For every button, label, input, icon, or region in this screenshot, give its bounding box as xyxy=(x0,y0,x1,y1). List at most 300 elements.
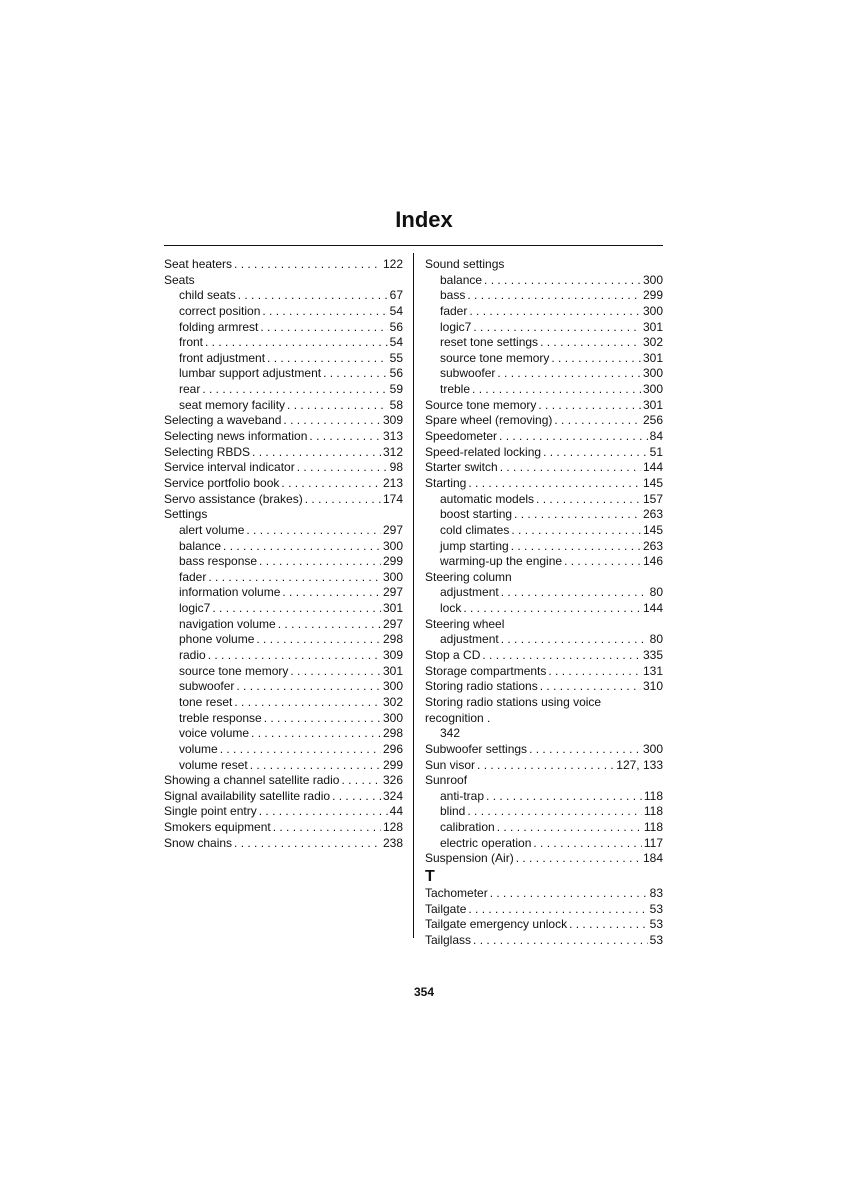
dot-leader xyxy=(264,711,381,727)
index-entry xyxy=(164,648,403,664)
index-entry-label: rear xyxy=(179,382,201,397)
index-entry xyxy=(425,820,663,836)
index-entry-page: 117 xyxy=(643,835,663,850)
index-entry-label: Source tone memory xyxy=(425,397,537,412)
dot-leader xyxy=(490,886,648,902)
index-entry-label: subwoofer xyxy=(179,679,235,694)
index-entry-page: 302 xyxy=(382,694,403,709)
index-entry-page: 157 xyxy=(642,491,663,506)
index-entry xyxy=(425,304,663,320)
index-entry-page: 53 xyxy=(649,917,663,932)
index-entry xyxy=(164,632,403,648)
dot-leader xyxy=(234,695,381,711)
index-entry-label: treble xyxy=(440,382,471,397)
index-entry-label: lock xyxy=(440,601,462,616)
index-entry-label: Sound settings xyxy=(425,257,505,271)
index-entry-label: child seats xyxy=(179,288,236,303)
index-entry-label: balance xyxy=(179,538,222,553)
index-entry-label: seat memory facility xyxy=(179,397,286,412)
dot-leader xyxy=(267,351,388,367)
index-entry-label: Seat heaters xyxy=(164,257,233,271)
index-entry xyxy=(425,523,663,539)
index-entry-label: Selecting news information xyxy=(164,429,308,444)
index-entry-page: 299 xyxy=(382,757,403,772)
index-entry-label: Speedometer xyxy=(425,429,498,444)
index-entry-page: 301 xyxy=(642,397,663,412)
index-entry-label: volume reset xyxy=(179,757,248,772)
dot-leader xyxy=(251,726,381,742)
index-entry xyxy=(164,382,403,398)
index-entry-label: Selecting a waveband xyxy=(164,413,282,428)
index-entry-label: Tachometer xyxy=(425,886,488,901)
index-entry xyxy=(425,851,663,867)
index-entry-label: phone volume xyxy=(179,632,255,647)
index-entry-page: 300 xyxy=(382,679,403,694)
dot-leader xyxy=(223,539,381,555)
index-entry-page: 98 xyxy=(389,460,403,475)
index-entry-label: Steering wheel xyxy=(425,616,505,631)
index-entry-label: blind xyxy=(440,804,466,819)
index-entry-page: 118 xyxy=(643,804,663,819)
index-entry xyxy=(425,398,663,414)
dot-leader xyxy=(208,570,381,586)
index-entry-label: automatic models xyxy=(440,491,535,506)
index-entry-page: 302 xyxy=(642,335,663,350)
index-entry xyxy=(164,273,403,289)
index-right-column xyxy=(425,257,663,949)
dot-leader xyxy=(252,445,381,461)
index-entry xyxy=(164,320,403,336)
dot-leader xyxy=(234,836,381,852)
dot-leader xyxy=(548,664,641,680)
index-entry xyxy=(425,460,663,476)
index-entry xyxy=(164,789,403,805)
dot-leader xyxy=(484,273,641,289)
dot-leader xyxy=(246,523,381,539)
index-entry-label: warming-up the engine xyxy=(440,554,563,569)
index-entry xyxy=(164,288,403,304)
dot-leader xyxy=(500,460,641,476)
index-entry xyxy=(425,902,663,918)
index-entry-label: adjustment xyxy=(440,632,499,647)
dot-leader xyxy=(220,742,381,758)
dot-leader xyxy=(529,742,641,758)
dot-leader xyxy=(499,429,648,445)
dot-leader xyxy=(463,601,641,617)
dot-leader xyxy=(511,523,641,539)
dot-leader xyxy=(536,492,641,508)
index-entry-page: 312 xyxy=(382,444,403,459)
index-entry xyxy=(164,335,403,351)
index-entry-label: Starter switch xyxy=(425,460,498,475)
dot-leader xyxy=(259,554,381,570)
index-entry-page: 56 xyxy=(389,366,403,381)
dot-leader xyxy=(473,320,641,336)
index-entry-label: logic7 xyxy=(440,319,472,334)
index-entry-page: 131 xyxy=(642,663,663,678)
index-entry-page: 53 xyxy=(649,901,663,916)
index-entry-label: Sun visor xyxy=(425,757,476,772)
index-entry-label: Spare wheel (removing) xyxy=(425,413,553,428)
index-entry-label: treble response xyxy=(179,710,262,725)
index-entry xyxy=(164,257,403,273)
dot-leader xyxy=(250,758,381,774)
index-entry-label: Starting xyxy=(425,475,467,490)
index-entry xyxy=(425,413,663,429)
dot-leader xyxy=(273,820,381,836)
index-entry-label: subwoofer xyxy=(440,366,496,381)
index-entry-page: 326 xyxy=(382,773,403,788)
index-entry-page: 174 xyxy=(382,491,403,506)
index-entry xyxy=(425,570,663,586)
index-entry-page: 213 xyxy=(382,475,403,490)
index-entry xyxy=(164,820,403,836)
index-entry-label: Speed-related locking xyxy=(425,444,542,459)
index-entry-label: Seats xyxy=(164,272,195,287)
index-entry-page: 67 xyxy=(389,288,403,303)
index-entry xyxy=(425,773,663,789)
dot-leader xyxy=(208,648,381,664)
index-entry-page: 118 xyxy=(643,820,663,835)
dot-leader xyxy=(341,773,381,789)
index-entry-page: 324 xyxy=(382,788,403,803)
index-entry-page: 127, 133 xyxy=(616,757,663,772)
index-entry xyxy=(164,773,403,789)
title-rule xyxy=(164,245,663,246)
dot-leader xyxy=(543,445,648,461)
dot-leader xyxy=(564,554,641,570)
index-entry xyxy=(425,320,663,336)
index-entry xyxy=(425,617,663,633)
index-entry xyxy=(164,539,403,555)
index-entry-page: 309 xyxy=(382,413,403,428)
index-entry-label: cold climates xyxy=(440,522,510,537)
index-entry-page: 299 xyxy=(642,288,663,303)
index-entry-label: Settings xyxy=(164,507,208,522)
index-entry-page: 297 xyxy=(382,585,403,600)
index-entry-label: source tone memory xyxy=(440,350,550,365)
dot-leader xyxy=(297,460,388,476)
index-entry xyxy=(425,758,663,774)
index-entry-label: anti-trap xyxy=(440,788,485,803)
index-entry xyxy=(425,585,663,601)
index-entry-page: 263 xyxy=(642,507,663,522)
index-section-letter: T xyxy=(425,868,435,886)
index-entry-page: 56 xyxy=(389,319,403,334)
dot-leader xyxy=(533,836,641,852)
dot-leader xyxy=(540,679,641,695)
index-entry xyxy=(164,758,403,774)
index-entry-label: Service portfolio book xyxy=(164,475,280,490)
index-entry xyxy=(425,836,663,852)
index-entry-label: boost starting xyxy=(440,507,513,522)
index-entry xyxy=(425,273,663,289)
index-entry-page: 296 xyxy=(382,741,403,756)
index-entry xyxy=(164,679,403,695)
index-entry-page: 44 xyxy=(389,804,403,819)
index-entry xyxy=(425,664,663,680)
index-entry xyxy=(425,917,663,933)
index-entry xyxy=(425,366,663,382)
index-entry xyxy=(164,507,403,523)
index-entry-label: balance xyxy=(440,272,483,287)
index-entry-label: lumbar support adjustment xyxy=(179,366,322,381)
index-entry-label: Tailgate emergency unlock xyxy=(425,917,568,932)
dot-leader xyxy=(287,398,388,414)
index-entry xyxy=(425,492,663,508)
index-entry-label: electric operation xyxy=(440,835,532,850)
dot-leader xyxy=(511,539,641,555)
index-entry-page: 301 xyxy=(382,663,403,678)
index-entry xyxy=(164,398,403,414)
index-entry xyxy=(425,648,663,664)
index-entry xyxy=(425,382,663,398)
index-entry-label: Suspension (Air) xyxy=(425,851,514,866)
index-entry xyxy=(164,523,403,539)
index-entry-page: 145 xyxy=(642,522,663,537)
index-entry-page: 80 xyxy=(649,632,663,647)
index-entry xyxy=(425,539,663,555)
index-entry-label: Tailglass xyxy=(425,932,472,947)
index-entry xyxy=(164,601,403,617)
index-entry-page: 144 xyxy=(642,601,663,616)
dot-leader xyxy=(497,366,641,382)
index-entry xyxy=(425,554,663,570)
index-entry-label: volume xyxy=(179,741,218,756)
dot-leader xyxy=(212,601,381,617)
index-entry-label: reset tone settings xyxy=(440,335,539,350)
index-entry-label: tone reset xyxy=(179,694,233,709)
index-entry xyxy=(425,507,663,523)
index-entry-label: source tone memory xyxy=(179,663,289,678)
index-entry xyxy=(164,492,403,508)
index-entry-page: 300 xyxy=(642,382,663,397)
index-entry xyxy=(164,804,403,820)
index-entry xyxy=(164,726,403,742)
dot-leader xyxy=(467,288,641,304)
index-entry-page: 301 xyxy=(642,350,663,365)
index-entry-label: Storage compartments xyxy=(425,663,547,678)
index-entry-label: Service interval indicator xyxy=(164,460,295,475)
index-entry-page: 297 xyxy=(382,616,403,631)
page-title: Index xyxy=(395,207,453,232)
dot-leader xyxy=(256,632,381,648)
dot-leader xyxy=(501,632,648,648)
index-entry-page: 58 xyxy=(389,397,403,412)
index-entry-label: fader xyxy=(440,303,468,318)
dot-leader xyxy=(259,804,388,820)
index-entry-page: 51 xyxy=(649,444,663,459)
index-left-column xyxy=(164,257,403,851)
index-entry-page: 54 xyxy=(389,335,403,350)
index-entry-label: front xyxy=(179,335,204,350)
index-entry-label: Stop a CD xyxy=(425,648,481,663)
dot-leader xyxy=(238,288,388,304)
dot-leader xyxy=(472,382,641,398)
index-entry-page: 145 xyxy=(642,475,663,490)
index-entry xyxy=(425,476,663,492)
index-entry xyxy=(425,804,663,820)
index-entry-label: alert volume xyxy=(179,522,245,537)
index-entry-page: 301 xyxy=(642,319,663,334)
index-entry-page: 297 xyxy=(382,522,403,537)
index-entry-label: Smokers equipment xyxy=(164,820,271,835)
index-entry xyxy=(425,429,663,445)
index-entry xyxy=(164,585,403,601)
index-entry-page: 309 xyxy=(382,648,403,663)
index-entry-label: calibration xyxy=(440,820,495,835)
index-entry-page: 301 xyxy=(382,601,403,616)
index-entry xyxy=(164,664,403,680)
dot-leader xyxy=(332,789,381,805)
index-entry-label: Servo assistance (brakes) xyxy=(164,491,303,506)
index-entry xyxy=(425,632,663,648)
dot-leader xyxy=(468,902,647,918)
index-entry-page: 300 xyxy=(642,741,663,756)
index-entry-label: Showing a channel satellite radio xyxy=(164,773,340,788)
dot-leader xyxy=(281,476,381,492)
index-entry-page: 263 xyxy=(642,538,663,553)
index-entry xyxy=(425,288,663,304)
index-entry-page: 128 xyxy=(382,820,403,835)
index-entry xyxy=(425,257,663,273)
dot-leader xyxy=(290,664,381,680)
index-entry-label: Tailgate xyxy=(425,901,467,916)
dot-leader xyxy=(551,351,641,367)
index-entry-page: 122 xyxy=(382,257,403,271)
dot-leader xyxy=(540,335,641,351)
dot-leader xyxy=(202,382,387,398)
dot-leader xyxy=(205,335,388,351)
index-entry-page: 144 xyxy=(642,460,663,475)
dot-leader xyxy=(309,429,381,445)
dot-leader xyxy=(501,585,648,601)
index-entry-page: 300 xyxy=(642,272,663,287)
index-entry-label: Storing radio stations using voice recognition . xyxy=(425,694,602,725)
index-entry xyxy=(425,789,663,805)
dot-leader xyxy=(283,413,381,429)
index-entry-page: 184 xyxy=(642,851,663,866)
index-entry-page: 54 xyxy=(389,303,403,318)
index-entry-page: 342 xyxy=(440,726,461,741)
index-entry xyxy=(425,695,663,742)
dot-leader xyxy=(482,648,641,664)
index-entry-page: 84 xyxy=(649,429,663,444)
dot-leader xyxy=(262,304,387,320)
index-entry-page: 300 xyxy=(382,710,403,725)
dot-leader xyxy=(236,679,381,695)
index-entry xyxy=(164,570,403,586)
index-entry-label: Storing radio stations xyxy=(425,679,538,694)
index-entry-page: 313 xyxy=(382,429,403,444)
index-entry xyxy=(425,742,663,758)
index-entry-page: 256 xyxy=(642,413,663,428)
dot-leader xyxy=(282,585,381,601)
index-entry-page: 310 xyxy=(642,679,663,694)
index-entry-label: voice volume xyxy=(179,726,250,741)
index-entry-page: 55 xyxy=(389,350,403,365)
index-entry xyxy=(164,554,403,570)
page-number: 354 xyxy=(413,985,435,999)
index-entry-page: 300 xyxy=(642,303,663,318)
dot-leader xyxy=(516,851,641,867)
index-entry-page: 298 xyxy=(382,632,403,647)
index-entry xyxy=(164,445,403,461)
index-entry-page: 80 xyxy=(649,585,663,600)
dot-leader xyxy=(486,789,642,805)
index-entry-page: 300 xyxy=(382,569,403,584)
dot-leader xyxy=(538,398,641,414)
dot-leader xyxy=(278,617,381,633)
index-entry-page: 335 xyxy=(642,648,663,663)
index-entry xyxy=(164,366,403,382)
index-entry-label: Single point entry xyxy=(164,804,257,819)
dot-leader xyxy=(569,917,648,933)
dot-leader xyxy=(323,366,388,382)
index-entry-label: correct position xyxy=(179,303,261,318)
index-entry xyxy=(164,429,403,445)
index-entry xyxy=(164,695,403,711)
index-entry xyxy=(164,351,403,367)
index-entry-label: fader xyxy=(179,569,207,584)
index-entry xyxy=(425,679,663,695)
dot-leader xyxy=(305,492,381,508)
index-entry-page: 83 xyxy=(649,886,663,901)
index-entry xyxy=(425,933,663,949)
dot-leader xyxy=(469,304,641,320)
dot-leader xyxy=(473,933,648,949)
index-entry-page: 146 xyxy=(642,554,663,569)
index-entry xyxy=(164,460,403,476)
index-entry-label: Signal availability satellite radio xyxy=(164,788,331,803)
index-entry-page: 118 xyxy=(643,788,663,803)
dot-leader xyxy=(477,758,614,774)
index-entry xyxy=(164,836,403,852)
dot-leader xyxy=(260,320,387,336)
index-entry xyxy=(164,617,403,633)
index-entry-label: information volume xyxy=(179,585,281,600)
index-entry-label: bass response xyxy=(179,554,258,569)
index-entry-label: Subwoofer settings xyxy=(425,741,528,756)
index-entry xyxy=(164,742,403,758)
index-entry-label: Sunroof xyxy=(425,773,468,788)
index-entry-page: 300 xyxy=(382,538,403,553)
index-entry-label: Selecting RBDS xyxy=(164,444,251,459)
index-entry-label: adjustment xyxy=(440,585,499,600)
index-entry xyxy=(425,601,663,617)
index-entry-label: Steering column xyxy=(425,569,512,584)
index-entry-page: 298 xyxy=(382,726,403,741)
index-entry xyxy=(164,711,403,727)
index-entry xyxy=(164,304,403,320)
dot-leader xyxy=(497,820,642,836)
index-entry-page: 300 xyxy=(642,366,663,381)
dot-leader xyxy=(468,476,641,492)
dot-leader xyxy=(514,507,641,523)
dot-leader xyxy=(554,413,641,429)
index-entry xyxy=(425,886,663,902)
dot-leader xyxy=(467,804,642,820)
index-entry-label: radio xyxy=(179,648,206,663)
index-entry-label: front adjustment xyxy=(179,350,266,365)
index-entry xyxy=(425,351,663,367)
index-entry-page: 53 xyxy=(649,932,663,947)
index-entry-page: 238 xyxy=(382,835,403,850)
index-entry-label: jump starting xyxy=(440,538,509,553)
index-entry-label: logic7 xyxy=(179,601,211,616)
index-entry-page: 59 xyxy=(389,382,403,397)
index-entry-page: 299 xyxy=(382,554,403,569)
